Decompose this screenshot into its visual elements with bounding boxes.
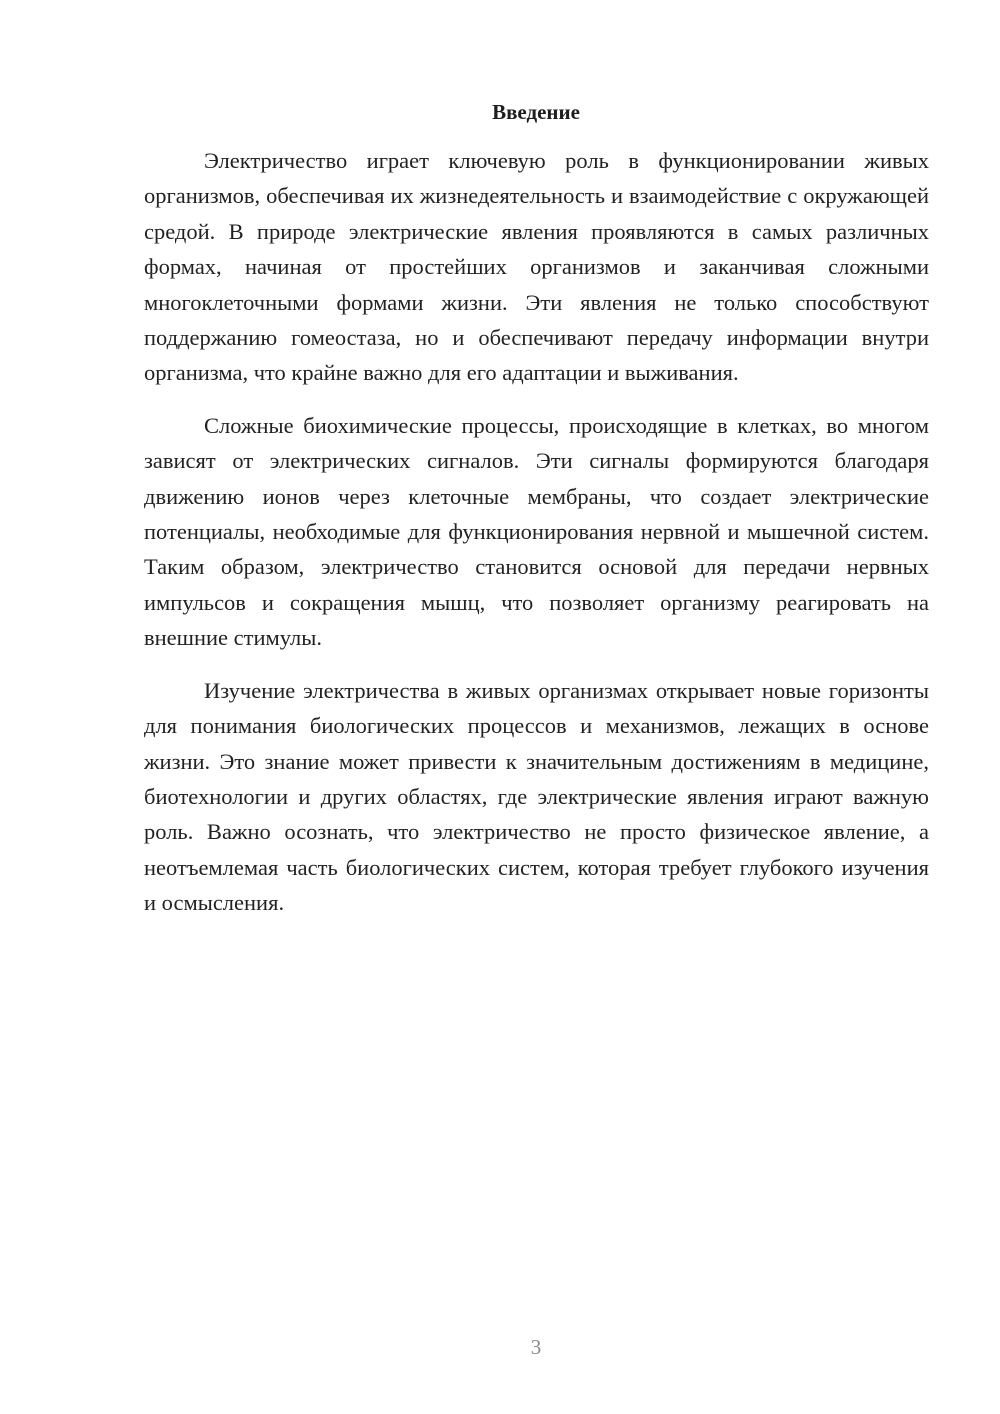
section-heading: Введение (492, 100, 580, 124)
paragraph-3: Изучение электричества в живых организмах открывает новые горизонты для понимания биологических процессов и механизмов, лежащих в основе жизни. Это знание может привести к значительным достижениям в медицине, биотехнологии и других областях, где электрические явления играют важную роль. Важно осознать, что электричество не просто физическое явление, а неотъемлемая часть биологических систем, которая требует глубокого изучения и осмысления. (144, 677, 929, 916)
body-text (144, 143, 929, 921)
page-number: 3 (530, 1335, 542, 1359)
paragraph-2: Сложные биохимические процессы, происходящие в клетках, во многом зависят от электрических сигналов. Эти сигналы формируются благодаря движению ионов через клеточные мембраны, что создает электрические потенциалы, необходимые для функционирования нервной и мышечной систем. Таким образом, электричество становится основой для передачи нервных импульсов и сокращения мышц, что позволяет организму реагировать на внешние стимулы. (144, 412, 929, 651)
paragraph-1: Электричество играет ключевую роль в функционировании живых организмов, обеспечивая их жизнедеятельность и взаимодействие с окружающей средой. В природе электрические явления проявляются в самых различных формах, начиная от простейших организмов и заканчивая сложными многоклеточными формами жизни. Эти явления не только способствуют поддержанию гомеостаза, но и обеспечивают передачу информации внутри организма, что крайне важно для его адаптации и выживания. (144, 148, 929, 386)
